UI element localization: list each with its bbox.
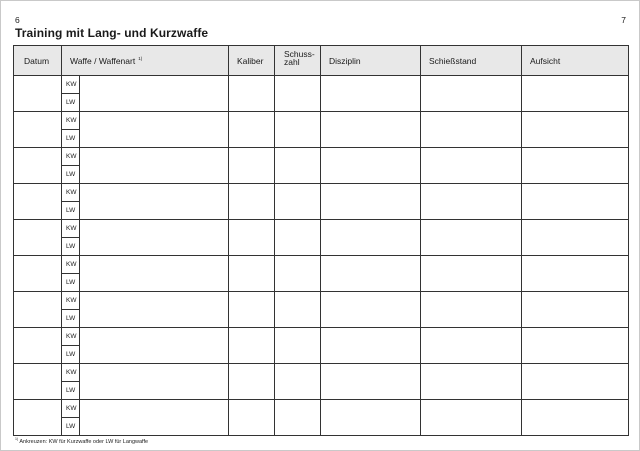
training-log-table	[13, 45, 629, 436]
lw-checkbox-cell[interactable]: LW	[62, 202, 80, 220]
page-number-right: 7	[621, 15, 626, 25]
column-header-schiessstand-label: Schießstand	[429, 55, 477, 66]
kaliber-cell[interactable]	[229, 256, 275, 292]
aufsicht-cell[interactable]	[522, 292, 629, 328]
schiessstand-cell[interactable]	[421, 148, 522, 184]
table-row	[14, 364, 629, 382]
lw-checkbox-cell[interactable]: LW	[62, 346, 80, 364]
datum-cell[interactable]	[14, 220, 62, 256]
column-header-waffe	[62, 46, 229, 76]
datum-cell[interactable]	[14, 364, 62, 400]
schiessstand-cell[interactable]	[421, 220, 522, 256]
column-header-schiessstand	[421, 46, 522, 76]
lw-checkbox-cell[interactable]: LW	[62, 238, 80, 256]
column-header-aufsicht	[522, 46, 629, 76]
table-row	[14, 76, 629, 94]
column-header-datum	[14, 46, 62, 76]
footnote-text: Ankreuzen: KW für Kurzwaffe oder LW für Langwaffe	[19, 438, 149, 445]
aufsicht-cell[interactable]	[522, 328, 629, 364]
disziplin-cell[interactable]	[321, 148, 421, 184]
column-header-schusszahl-line2: zahl	[284, 57, 300, 67]
datum-cell[interactable]	[14, 256, 62, 292]
datum-cell[interactable]	[14, 148, 62, 184]
kaliber-cell[interactable]	[229, 184, 275, 220]
column-header-kaliber-label: Kaliber	[237, 55, 264, 66]
schusszahl-cell[interactable]	[275, 112, 321, 148]
waffe-cell[interactable]	[80, 364, 229, 400]
aufsicht-cell[interactable]	[522, 400, 629, 436]
column-header-disziplin	[321, 46, 421, 76]
schusszahl-cell[interactable]	[275, 364, 321, 400]
waffe-cell[interactable]	[80, 148, 229, 184]
waffe-cell[interactable]	[80, 400, 229, 436]
column-header-disziplin-label: Disziplin	[329, 55, 361, 66]
datum-cell[interactable]	[14, 112, 62, 148]
schiessstand-cell[interactable]	[421, 400, 522, 436]
lw-checkbox-cell[interactable]: LW	[62, 130, 80, 148]
kw-checkbox-cell[interactable]: KW	[62, 328, 80, 346]
aufsicht-cell[interactable]	[522, 76, 629, 112]
schiessstand-cell[interactable]	[421, 256, 522, 292]
kaliber-cell[interactable]	[229, 76, 275, 112]
schiessstand-cell[interactable]	[421, 292, 522, 328]
schiessstand-cell[interactable]	[421, 328, 522, 364]
disziplin-cell[interactable]	[321, 328, 421, 364]
waffe-cell[interactable]	[80, 76, 229, 112]
kaliber-cell[interactable]	[229, 148, 275, 184]
disziplin-cell[interactable]	[321, 292, 421, 328]
table-row	[14, 328, 629, 346]
schusszahl-cell[interactable]	[275, 220, 321, 256]
schusszahl-cell[interactable]	[275, 76, 321, 112]
kw-checkbox-cell[interactable]: KW	[62, 184, 80, 202]
kw-checkbox-cell[interactable]: KW	[62, 292, 80, 310]
table-row	[14, 400, 629, 418]
disziplin-cell[interactable]	[321, 364, 421, 400]
waffe-cell[interactable]	[80, 328, 229, 364]
kw-checkbox-cell[interactable]: KW	[62, 400, 80, 418]
datum-cell[interactable]	[14, 292, 62, 328]
datum-cell[interactable]	[14, 400, 62, 436]
kw-checkbox-cell[interactable]: KW	[62, 256, 80, 274]
disziplin-cell[interactable]	[321, 112, 421, 148]
column-header-datum-label: Datum	[24, 55, 50, 66]
column-header-waffe-label: Waffe / Waffenart	[70, 55, 136, 66]
table-header-row	[14, 46, 629, 76]
table-row	[14, 256, 629, 274]
kaliber-cell[interactable]	[229, 220, 275, 256]
waffe-cell[interactable]	[80, 184, 229, 220]
aufsicht-cell[interactable]	[522, 184, 629, 220]
table-row	[14, 184, 629, 202]
datum-cell[interactable]	[14, 76, 62, 112]
footnote-marker: 1)	[138, 55, 143, 61]
kaliber-cell[interactable]	[229, 364, 275, 400]
schusszahl-cell[interactable]	[275, 256, 321, 292]
kw-checkbox-cell[interactable]: KW	[62, 76, 80, 94]
schusszahl-cell[interactable]	[275, 184, 321, 220]
kw-checkbox-cell[interactable]: KW	[62, 364, 80, 382]
aufsicht-cell[interactable]	[522, 364, 629, 400]
aufsicht-cell[interactable]	[522, 148, 629, 184]
lw-checkbox-cell[interactable]: LW	[62, 94, 80, 112]
aufsicht-cell[interactable]	[522, 256, 629, 292]
page-title: Training mit Lang- und Kurzwaffe	[15, 26, 209, 40]
schiessstand-cell[interactable]	[421, 364, 522, 400]
column-header-schusszahl-line1: Schuss-	[284, 48, 315, 59]
aufsicht-cell[interactable]	[522, 220, 629, 256]
kw-checkbox-cell[interactable]: KW	[62, 220, 80, 238]
disziplin-cell[interactable]	[321, 256, 421, 292]
lw-checkbox-cell[interactable]: LW	[62, 382, 80, 400]
lw-checkbox-cell[interactable]: LW	[62, 310, 80, 328]
kaliber-cell[interactable]	[229, 292, 275, 328]
schusszahl-cell[interactable]	[275, 148, 321, 184]
schusszahl-cell[interactable]	[275, 328, 321, 364]
schiessstand-cell[interactable]	[421, 76, 522, 112]
column-header-kaliber	[229, 46, 275, 76]
kw-checkbox-cell[interactable]: KW	[62, 112, 80, 130]
table-row	[14, 220, 629, 238]
page-number-left: 6	[15, 15, 20, 25]
disziplin-cell[interactable]	[321, 220, 421, 256]
lw-checkbox-cell[interactable]: LW	[62, 274, 80, 292]
lw-checkbox-cell[interactable]: LW	[62, 418, 80, 436]
schiessstand-cell[interactable]	[421, 112, 522, 148]
kaliber-cell[interactable]	[229, 112, 275, 148]
waffe-cell[interactable]	[80, 112, 229, 148]
table-row	[14, 112, 629, 130]
kaliber-cell[interactable]	[229, 400, 275, 436]
table-row	[14, 292, 629, 310]
schusszahl-cell[interactable]	[275, 400, 321, 436]
disziplin-cell[interactable]	[321, 400, 421, 436]
schusszahl-cell[interactable]	[275, 292, 321, 328]
disziplin-cell[interactable]	[321, 184, 421, 220]
table-row	[14, 148, 629, 166]
schiessstand-cell[interactable]	[421, 184, 522, 220]
footnote	[15, 437, 148, 445]
waffe-cell[interactable]	[80, 220, 229, 256]
datum-cell[interactable]	[14, 184, 62, 220]
disziplin-cell[interactable]	[321, 76, 421, 112]
table-body	[14, 76, 629, 436]
lw-checkbox-cell[interactable]: LW	[62, 166, 80, 184]
kaliber-cell[interactable]	[229, 328, 275, 364]
footnote-marker-small: 1)	[15, 437, 19, 441]
waffe-cell[interactable]	[80, 256, 229, 292]
waffe-cell[interactable]	[80, 292, 229, 328]
datum-cell[interactable]	[14, 328, 62, 364]
column-header-schusszahl	[275, 46, 321, 76]
kw-checkbox-cell[interactable]: KW	[62, 148, 80, 166]
column-header-aufsicht-label: Aufsicht	[530, 55, 561, 66]
aufsicht-cell[interactable]	[522, 112, 629, 148]
